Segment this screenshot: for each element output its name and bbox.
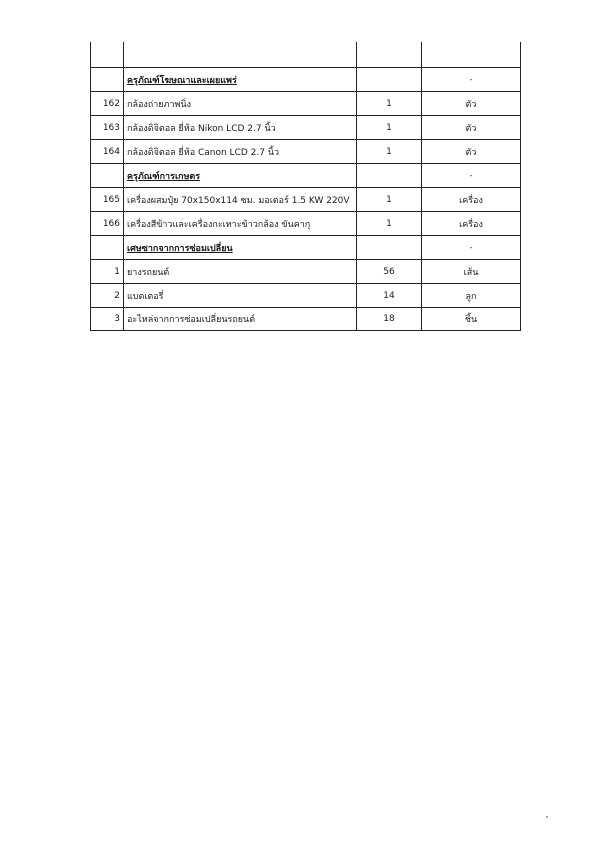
dash-cell: -: [422, 164, 521, 188]
table-cell: [91, 164, 124, 188]
item-unit: ตัว: [422, 92, 521, 116]
item-unit: เครื่อง: [422, 212, 521, 236]
item-description: เครื่องผสมปุ๋ย 70x150x114 ซม. มอเตอร์ 1.5 KW 220V: [124, 188, 357, 212]
item-description: กล้องถ่ายภาพนิ่ง: [124, 92, 357, 116]
item-unit: ตัว: [422, 140, 521, 164]
inventory-table: [90, 42, 521, 331]
dash-cell: -: [422, 68, 521, 92]
item-description: แบตเตอรี่: [124, 284, 357, 308]
item-quantity: 1: [357, 116, 422, 140]
item-quantity: 1: [357, 212, 422, 236]
item-unit: ตัว: [422, 116, 521, 140]
category-row: [91, 164, 521, 188]
item-quantity: 14: [357, 284, 422, 308]
category-label: เศษซากจากการซ่อมเปลี่ยน: [127, 243, 233, 254]
category-label: ครุภัณฑ์โฆษณาและเผยแพร่: [127, 75, 237, 86]
row-number: 1: [91, 260, 124, 284]
row-number: 162: [91, 92, 124, 116]
row-number: 164: [91, 140, 124, 164]
table-row: [91, 308, 521, 331]
item-unit: เส้น: [422, 260, 521, 284]
table-cell: [357, 236, 422, 260]
table-cell: [91, 236, 124, 260]
table-cell: [91, 68, 124, 92]
table-cell: [357, 68, 422, 92]
table-cell: [357, 164, 422, 188]
item-description: กล้องดิจิตอล ยี่ห้อ Canon LCD 2.7 นิ้ว: [124, 140, 357, 164]
continuation-row: [91, 42, 521, 68]
item-unit: เครื่อง: [422, 188, 521, 212]
category-row: [91, 68, 521, 92]
category-cell: [124, 164, 357, 188]
table-row: [91, 140, 521, 164]
row-number: 163: [91, 116, 124, 140]
table-row: [91, 116, 521, 140]
category-label: ครุภัณฑ์การเกษตร: [127, 171, 201, 182]
item-description: อะไหล่จากการซ่อมเปลี่ยนรถยนต์: [124, 308, 357, 331]
item-description: เครื่องสีข้าวและเครื่องกะเทาะข้าวกล้อง ขันคากุ: [124, 212, 357, 236]
row-number: 166: [91, 212, 124, 236]
item-quantity: 18: [357, 308, 422, 331]
item-quantity: 1: [357, 92, 422, 116]
table-row: [91, 92, 521, 116]
item-unit: ชิ้น: [422, 308, 521, 331]
table-cell: [422, 42, 521, 68]
category-cell: [124, 236, 357, 260]
scan-speck: [546, 816, 548, 818]
item-description: กล้องดิจิตอล ยี่ห้อ Nikon LCD 2.7 นิ้ว: [124, 116, 357, 140]
category-cell: [124, 68, 357, 92]
row-number: 3: [91, 308, 124, 331]
item-unit: ลูก: [422, 284, 521, 308]
item-quantity: 1: [357, 140, 422, 164]
table-cell: [357, 42, 422, 68]
table-row: [91, 212, 521, 236]
row-number: 2: [91, 284, 124, 308]
dash-cell: -: [422, 236, 521, 260]
category-row: [91, 236, 521, 260]
item-description: ยางรถยนต์: [124, 260, 357, 284]
table-row: [91, 284, 521, 308]
item-quantity: 1: [357, 188, 422, 212]
item-quantity: 56: [357, 260, 422, 284]
table-cell: [91, 42, 124, 68]
table-cell: [124, 42, 357, 68]
table-row: [91, 188, 521, 212]
table-row: [91, 260, 521, 284]
row-number: 165: [91, 188, 124, 212]
